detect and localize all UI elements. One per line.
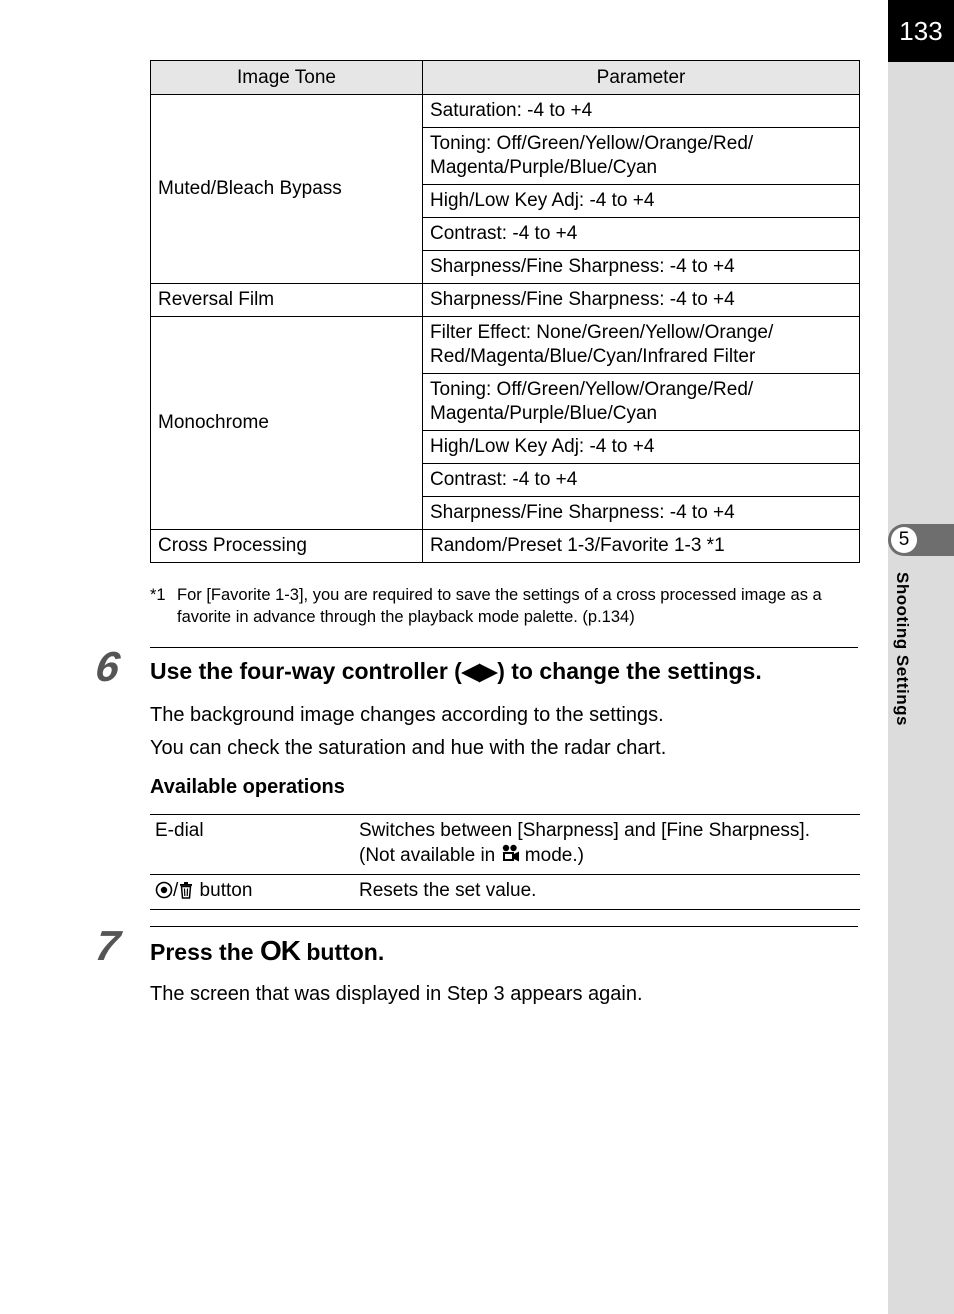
- step-7-number: 7: [92, 922, 123, 969]
- image-tone-table: [150, 60, 860, 563]
- step-7-title-start: Press the: [150, 939, 260, 965]
- tone-table-row: [151, 317, 860, 374]
- parameter-cell: Sharpness/Fine Sharpness: -4 to +4: [423, 251, 860, 284]
- image-tone-cell: Cross Processing: [151, 530, 423, 563]
- operation-row: [150, 815, 860, 875]
- parameter-cell: Filter Effect: None/Green/Yellow/Orange/ Red/Magenta/Blue/Cyan/Infrared Filter: [423, 317, 860, 374]
- tone-table-row: [151, 284, 860, 317]
- footnote-text: For [Favorite 1-3], you are required to save the settings of a cross processed image as a favorite in advance through the playback mode palette. (p.134): [177, 586, 822, 626]
- operation-key-edial: E-dial: [150, 815, 354, 875]
- parameter-cell: Contrast: -4 to +4: [423, 218, 860, 251]
- step-6-line-2: You can check the saturation and hue with the radar chart.: [150, 737, 667, 759]
- left-right-arrows-icon: ◀▶: [461, 658, 498, 684]
- parameter-cell: Random/Preset 1-3/Favorite 1-3 *1: [423, 530, 860, 563]
- tone-table-row: [151, 530, 860, 563]
- step-6-number: 6: [92, 643, 123, 690]
- operation-row: [150, 875, 860, 910]
- footnote: [150, 584, 860, 628]
- parameter-cell: Sharpness/Fine Sharpness: -4 to +4: [423, 497, 860, 530]
- parameter-cell: Toning: Off/Green/Yellow/Orange/Red/ Magenta/Purple/Blue/Cyan: [423, 374, 860, 431]
- image-tone-cell: Reversal Film: [151, 284, 423, 317]
- step-7-rule: [150, 926, 858, 927]
- tone-table-row: [151, 95, 860, 128]
- edial-desc-line-1: Switches between [Sharpness] and [Fine Sharpness].: [359, 820, 810, 841]
- operation-key-reset: [150, 875, 354, 910]
- parameter-cell: High/Low Key Adj: -4 to +4: [423, 185, 860, 218]
- image-tone-cell: Monochrome: [151, 317, 423, 530]
- trash-icon: [178, 881, 194, 906]
- key-suffix: button: [194, 880, 253, 901]
- parameter-cell: Saturation: -4 to +4: [423, 95, 860, 128]
- step-6-line-1: The background image changes according to the settings.: [150, 704, 664, 726]
- edial-desc-line-2-start: (Not available in: [359, 845, 501, 866]
- header-image-tone: Image Tone: [151, 61, 423, 95]
- operations-heading: Available operations: [150, 776, 345, 798]
- step-6-title-start: Use the four-way controller (: [150, 658, 462, 684]
- key-separator: /: [173, 880, 179, 901]
- step-7-title: [150, 935, 384, 967]
- page-number: 133: [888, 0, 954, 62]
- chapter-number: 5: [891, 527, 917, 553]
- image-tone-cell: Muted/Bleach Bypass: [151, 95, 423, 284]
- edial-desc-line-2-end: mode.): [519, 845, 584, 866]
- operation-desc-edial: [354, 815, 860, 875]
- parameter-cell: High/Low Key Adj: -4 to +4: [423, 431, 860, 464]
- tone-table-body: [151, 95, 860, 563]
- step-7-title-end: button.: [299, 939, 385, 965]
- footnote-mark: *1: [150, 586, 166, 604]
- ok-button-icon: OK: [259, 935, 300, 966]
- operations-table: [150, 814, 860, 910]
- step-6-title-end: ) to change the settings.: [497, 658, 762, 684]
- operation-desc-reset: Resets the set value.: [354, 875, 860, 910]
- movie-mode-icon: [501, 844, 520, 871]
- parameter-cell: Contrast: -4 to +4: [423, 464, 860, 497]
- step-6-rule: [150, 647, 858, 648]
- header-parameter: Parameter: [423, 61, 860, 95]
- step-7-line: The screen that was displayed in Step 3 appears again.: [150, 983, 643, 1005]
- parameter-cell: Toning: Off/Green/Yellow/Orange/Red/ Magenta/Purple/Blue/Cyan: [423, 128, 860, 185]
- chapter-title: Shooting Settings: [893, 572, 912, 726]
- ae-lock-icon: [155, 881, 173, 906]
- parameter-cell: Sharpness/Fine Sharpness: -4 to +4: [423, 284, 860, 317]
- step-6-title: [150, 658, 762, 685]
